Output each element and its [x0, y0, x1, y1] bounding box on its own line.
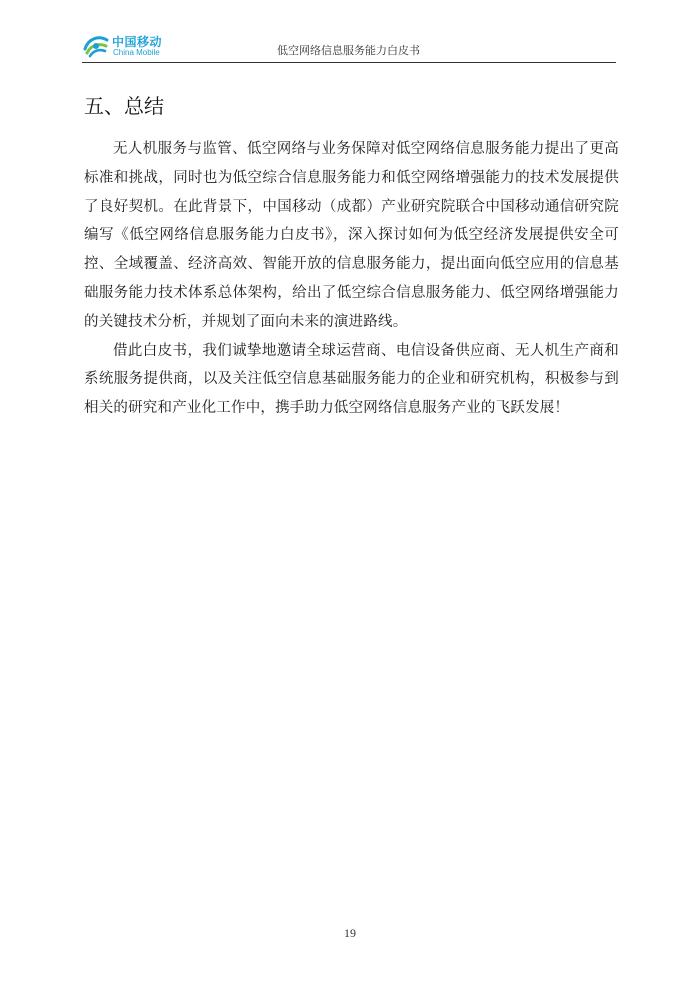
page-number: 19	[344, 926, 356, 940]
section-body	[84, 135, 619, 423]
page-header	[82, 30, 616, 62]
paragraph: 借此白皮书，我们诚挚地邀请全球运营商、电信设备供应商、无人机生产商和系统服务提供商，以及关注低空信息基础服务能力的企业和研究机构，积极参与到相关的研究和产业化工作中，携手助力低空网络信息服务产业的飞跃发展！	[84, 342, 619, 417]
china-mobile-logo	[82, 30, 172, 62]
running-header-title: 低空网络信息服务能力白皮书	[277, 44, 420, 57]
china-mobile-logo-icon	[82, 33, 110, 59]
paragraph: 无人机服务与监管、低空网络与业务保障对低空网络信息服务能力提出了更高标准和挑战，同时也为低空综合信息服务能力和低空网络增强能力的技术发展提供了良好契机。在此背景下，中国移动（成都）产业研究院联合中国移动通信研究院编写《低空网络信息服务能力白皮书》，深入探讨如何为低空经济发展提供安全可控、全域覆盖、经济高效、智能开放的信息服务能力，提出面向低空应用的信息基础服务能力技术体系总体架构，给出了低空综合信息服务能力、低空网络增强能力的关键技术分析，并规划了面向未来的演进路线。	[84, 141, 619, 330]
header-divider	[82, 62, 616, 63]
section-title: 五、总结	[84, 94, 164, 118]
logo-english-text: China Mobile	[113, 48, 160, 57]
logo-chinese-text: 中国移动	[112, 35, 163, 49]
